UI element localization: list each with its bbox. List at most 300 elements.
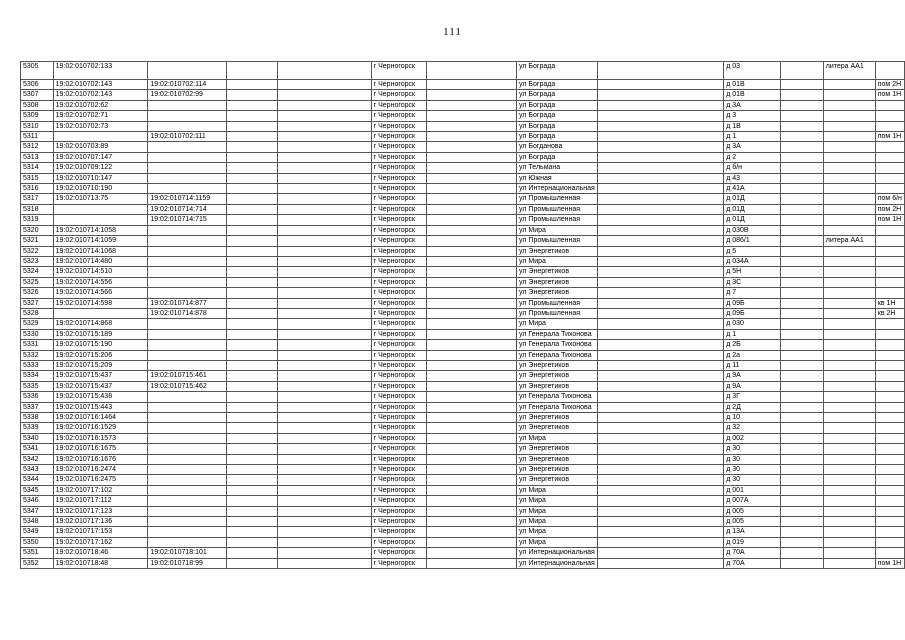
- cell-room-cadastral-number: [148, 225, 226, 235]
- cell-city: г Черногорск: [371, 423, 426, 433]
- cell-row-number: 5343: [21, 465, 54, 475]
- cell-building-letter: [823, 527, 875, 537]
- cell-building-letter: [823, 444, 875, 454]
- cell-room-cadastral-number: 19:02:010702:114: [148, 80, 226, 90]
- cell-house-number: д 2: [724, 152, 781, 162]
- cell-apartment-number: [875, 402, 904, 412]
- cell-blank-col-e: [781, 423, 824, 433]
- cell-apartment-number: кв 2Н: [875, 308, 904, 318]
- cell-house-number: д 001: [724, 485, 781, 495]
- cell-cadastral-number: 19:02:010716:1676: [53, 454, 148, 464]
- cell-building-letter: [823, 215, 875, 225]
- cell-city: г Черногорск: [371, 80, 426, 90]
- table-row: [21, 517, 905, 527]
- cell-apartment-number: [875, 236, 904, 246]
- cell-city: г Черногорск: [371, 225, 426, 235]
- cell-apartment-number: [875, 465, 904, 475]
- cell-house-number: д 030: [724, 319, 781, 329]
- cell-blank-col-e: [781, 173, 824, 183]
- cell-city: г Черногорск: [371, 204, 426, 214]
- table-row: [21, 402, 905, 412]
- cell-apartment-number: [875, 267, 904, 277]
- cell-cadastral-number: 19:02:010717:136: [53, 517, 148, 527]
- cell-blank-col-a: [226, 444, 277, 454]
- cell-building-letter: [823, 413, 875, 423]
- registry-body: [21, 62, 905, 569]
- cell-cadastral-number: 19:02:010710:147: [53, 173, 148, 183]
- cell-blank-col-c: [426, 90, 516, 100]
- cell-blank-col-b: [277, 277, 371, 287]
- table-row: [21, 90, 905, 100]
- table-row: [21, 288, 905, 298]
- table-row: [21, 62, 905, 80]
- cell-building-letter: [823, 173, 875, 183]
- cell-building-letter: [823, 111, 875, 121]
- cell-cadastral-number: 19:02:010713:75: [53, 194, 148, 204]
- cell-blank-col-e: [781, 527, 824, 537]
- cell-blank-col-d: [597, 496, 723, 506]
- cell-blank-col-a: [226, 267, 277, 277]
- cell-street: ул Мира: [517, 319, 598, 329]
- cell-cadastral-number: 19:02:010715:443: [53, 402, 148, 412]
- cell-cadastral-number: 19:02:010717:123: [53, 506, 148, 516]
- cell-blank-col-e: [781, 90, 824, 100]
- cell-room-cadastral-number: [148, 184, 226, 194]
- cell-city: г Черногорск: [371, 371, 426, 381]
- cell-city: г Черногорск: [371, 392, 426, 402]
- cell-blank-col-b: [277, 506, 371, 516]
- cell-blank-col-d: [597, 173, 723, 183]
- cell-blank-col-c: [426, 163, 516, 173]
- cell-blank-col-e: [781, 246, 824, 256]
- cell-blank-col-e: [781, 267, 824, 277]
- cell-house-number: д 9А: [724, 371, 781, 381]
- cell-row-number: 5326: [21, 288, 54, 298]
- cell-blank-col-b: [277, 360, 371, 370]
- cell-city: г Черногорск: [371, 350, 426, 360]
- cell-blank-col-c: [426, 475, 516, 485]
- cell-city: г Черногорск: [371, 111, 426, 121]
- cell-cadastral-number: 19:02:010715:206: [53, 350, 148, 360]
- cell-blank-col-a: [226, 90, 277, 100]
- cell-blank-col-d: [597, 152, 723, 162]
- cell-blank-col-d: [597, 506, 723, 516]
- cell-room-cadastral-number: [148, 62, 226, 80]
- cell-cadastral-number: 19:02:010716:1529: [53, 423, 148, 433]
- cell-blank-col-c: [426, 277, 516, 287]
- cell-apartment-number: [875, 163, 904, 173]
- cell-cadastral-number: 19:02:010716:1464: [53, 413, 148, 423]
- cell-city: г Черногорск: [371, 246, 426, 256]
- cell-blank-col-e: [781, 329, 824, 339]
- cell-cadastral-number: [53, 215, 148, 225]
- cell-blank-col-a: [226, 485, 277, 495]
- cell-building-letter: [823, 288, 875, 298]
- cell-blank-col-c: [426, 152, 516, 162]
- cell-cadastral-number: 19:02:010714:1068: [53, 246, 148, 256]
- cell-blank-col-c: [426, 465, 516, 475]
- cell-room-cadastral-number: [148, 360, 226, 370]
- cell-blank-col-e: [781, 444, 824, 454]
- table-row: [21, 444, 905, 454]
- cell-blank-col-b: [277, 132, 371, 142]
- cell-building-letter: [823, 465, 875, 475]
- table-row: [21, 465, 905, 475]
- cell-row-number: 5350: [21, 537, 54, 547]
- cell-blank-col-e: [781, 381, 824, 391]
- cell-city: г Черногорск: [371, 132, 426, 142]
- cell-city: г Черногорск: [371, 444, 426, 454]
- cell-city: г Черногорск: [371, 236, 426, 246]
- cell-cadastral-number: 19:02:010716:2475: [53, 475, 148, 485]
- cell-blank-col-e: [781, 225, 824, 235]
- cell-blank-col-d: [597, 433, 723, 443]
- cell-blank-col-b: [277, 121, 371, 131]
- cell-blank-col-e: [781, 319, 824, 329]
- table-row: [21, 256, 905, 266]
- cell-blank-col-e: [781, 204, 824, 214]
- cell-street: ул Бограда: [517, 90, 598, 100]
- cell-blank-col-a: [226, 111, 277, 121]
- cell-blank-col-b: [277, 80, 371, 90]
- cell-row-number: 5324: [21, 267, 54, 277]
- cell-blank-col-d: [597, 371, 723, 381]
- cell-blank-col-e: [781, 256, 824, 266]
- table-row: [21, 433, 905, 443]
- cell-blank-col-a: [226, 256, 277, 266]
- cell-apartment-number: [875, 329, 904, 339]
- cell-blank-col-b: [277, 413, 371, 423]
- cell-room-cadastral-number: 19:02:010715:461: [148, 371, 226, 381]
- cell-blank-col-e: [781, 558, 824, 568]
- cell-building-letter: [823, 152, 875, 162]
- cell-blank-col-c: [426, 173, 516, 183]
- cell-street: ул Интернациональная: [517, 548, 598, 558]
- table-row: [21, 184, 905, 194]
- cell-street: ул Энергетиков: [517, 444, 598, 454]
- cell-blank-col-d: [597, 548, 723, 558]
- cell-building-letter: [823, 423, 875, 433]
- cell-city: г Черногорск: [371, 340, 426, 350]
- cell-row-number: 5317: [21, 194, 54, 204]
- cell-house-number: д 30: [724, 444, 781, 454]
- cell-cadastral-number: 19:02:010702:62: [53, 100, 148, 110]
- cell-blank-col-b: [277, 62, 371, 80]
- cell-street: ул Южная: [517, 173, 598, 183]
- cell-blank-col-b: [277, 558, 371, 568]
- cell-row-number: 5316: [21, 184, 54, 194]
- cell-street: ул Богданова: [517, 142, 598, 152]
- cell-street: ул Генерала Тихонова: [517, 329, 598, 339]
- cell-house-number: д б/н: [724, 163, 781, 173]
- cell-blank-col-a: [226, 204, 277, 214]
- cell-blank-col-c: [426, 194, 516, 204]
- cell-room-cadastral-number: [148, 527, 226, 537]
- cell-blank-col-e: [781, 298, 824, 308]
- cell-row-number: 5337: [21, 402, 54, 412]
- cell-building-letter: [823, 142, 875, 152]
- cell-room-cadastral-number: [148, 340, 226, 350]
- cell-room-cadastral-number: 19:02:010702:111: [148, 132, 226, 142]
- cell-city: г Черногорск: [371, 548, 426, 558]
- cell-city: г Черногорск: [371, 100, 426, 110]
- cell-street: ул Интернациональная: [517, 558, 598, 568]
- cell-apartment-number: пом 1Н: [875, 558, 904, 568]
- cell-blank-col-a: [226, 517, 277, 527]
- cell-house-number: д 030В: [724, 225, 781, 235]
- cell-room-cadastral-number: 19:02:010702:99: [148, 90, 226, 100]
- cell-row-number: 5308: [21, 100, 54, 110]
- cell-blank-col-e: [781, 132, 824, 142]
- cell-blank-col-b: [277, 173, 371, 183]
- cell-blank-col-a: [226, 329, 277, 339]
- cell-city: г Черногорск: [371, 558, 426, 568]
- table-row: [21, 80, 905, 90]
- cell-city: г Черногорск: [371, 194, 426, 204]
- cell-blank-col-d: [597, 340, 723, 350]
- cell-street: ул Энергетиков: [517, 423, 598, 433]
- cell-room-cadastral-number: [148, 517, 226, 527]
- cell-street: ул Энергетиков: [517, 381, 598, 391]
- cell-row-number: 5314: [21, 163, 54, 173]
- cell-row-number: 5320: [21, 225, 54, 235]
- cell-blank-col-b: [277, 371, 371, 381]
- cell-city: г Черногорск: [371, 329, 426, 339]
- cell-blank-col-b: [277, 246, 371, 256]
- table-row: [21, 173, 905, 183]
- cell-house-number: д 01В: [724, 90, 781, 100]
- cell-room-cadastral-number: [148, 288, 226, 298]
- cell-house-number: д 30: [724, 454, 781, 464]
- cell-blank-col-b: [277, 142, 371, 152]
- cell-apartment-number: [875, 485, 904, 495]
- cell-building-letter: литера АА1: [823, 236, 875, 246]
- table-row: [21, 121, 905, 131]
- cell-street: ул Мира: [517, 433, 598, 443]
- cell-row-number: 5351: [21, 548, 54, 558]
- cell-building-letter: [823, 80, 875, 90]
- cell-room-cadastral-number: 19:02:010714:714: [148, 204, 226, 214]
- cell-row-number: 5310: [21, 121, 54, 131]
- cell-room-cadastral-number: [148, 329, 226, 339]
- cell-cadastral-number: 19:02:010714:598: [53, 298, 148, 308]
- cell-room-cadastral-number: [148, 267, 226, 277]
- cell-blank-col-e: [781, 517, 824, 527]
- table-row: [21, 506, 905, 516]
- cell-blank-col-b: [277, 319, 371, 329]
- cell-apartment-number: [875, 350, 904, 360]
- cell-row-number: 5345: [21, 485, 54, 495]
- cell-apartment-number: [875, 184, 904, 194]
- cell-blank-col-e: [781, 308, 824, 318]
- cell-room-cadastral-number: [148, 465, 226, 475]
- cell-house-number: д 2Б: [724, 340, 781, 350]
- cell-building-letter: [823, 485, 875, 495]
- cell-house-number: д 002: [724, 433, 781, 443]
- cell-blank-col-d: [597, 298, 723, 308]
- cell-street: ул Энергетиков: [517, 475, 598, 485]
- cell-blank-col-b: [277, 111, 371, 121]
- cell-blank-col-b: [277, 329, 371, 339]
- cell-blank-col-d: [597, 465, 723, 475]
- cell-blank-col-a: [226, 475, 277, 485]
- cell-blank-col-a: [226, 246, 277, 256]
- cell-blank-col-a: [226, 548, 277, 558]
- cell-room-cadastral-number: [148, 277, 226, 287]
- table-row: [21, 194, 905, 204]
- cell-apartment-number: пом 1Н: [875, 215, 904, 225]
- cell-cadastral-number: [53, 204, 148, 214]
- table-row: [21, 454, 905, 464]
- cell-building-letter: [823, 506, 875, 516]
- cell-apartment-number: [875, 142, 904, 152]
- cell-room-cadastral-number: [148, 256, 226, 266]
- cell-blank-col-b: [277, 225, 371, 235]
- cell-blank-col-b: [277, 381, 371, 391]
- cell-house-number: д 11: [724, 360, 781, 370]
- cell-street: ул Генерала Тихонова: [517, 340, 598, 350]
- cell-cadastral-number: 19:02:010714:480: [53, 256, 148, 266]
- cell-cadastral-number: 19:02:010710:190: [53, 184, 148, 194]
- cell-blank-col-e: [781, 277, 824, 287]
- cell-row-number: 5340: [21, 433, 54, 443]
- cell-building-letter: [823, 277, 875, 287]
- cell-blank-col-a: [226, 371, 277, 381]
- cell-street: ул Мира: [517, 517, 598, 527]
- cell-apartment-number: [875, 548, 904, 558]
- cell-blank-col-b: [277, 517, 371, 527]
- cell-room-cadastral-number: [148, 433, 226, 443]
- cell-row-number: 5327: [21, 298, 54, 308]
- cell-blank-col-c: [426, 506, 516, 516]
- cell-blank-col-d: [597, 558, 723, 568]
- cell-blank-col-c: [426, 308, 516, 318]
- cell-blank-col-a: [226, 423, 277, 433]
- cell-blank-col-b: [277, 194, 371, 204]
- cell-blank-col-e: [781, 433, 824, 443]
- cell-blank-col-d: [597, 288, 723, 298]
- cell-apartment-number: пом 6/н: [875, 194, 904, 204]
- cell-street: ул Бограда: [517, 80, 598, 90]
- cell-room-cadastral-number: [148, 485, 226, 495]
- cell-blank-col-d: [597, 100, 723, 110]
- cell-blank-col-e: [781, 152, 824, 162]
- cell-house-number: д 086/1: [724, 236, 781, 246]
- cell-row-number: 5306: [21, 80, 54, 90]
- cell-blank-col-e: [781, 506, 824, 516]
- cell-house-number: д 01В: [724, 80, 781, 90]
- cell-cadastral-number: [53, 308, 148, 318]
- cell-blank-col-d: [597, 402, 723, 412]
- cell-apartment-number: пом 2Н: [875, 80, 904, 90]
- cell-blank-col-d: [597, 392, 723, 402]
- cell-blank-col-b: [277, 465, 371, 475]
- cell-cadastral-number: 19:02:010716:1573: [53, 433, 148, 443]
- cell-building-letter: [823, 194, 875, 204]
- table-row: [21, 132, 905, 142]
- cell-blank-col-c: [426, 548, 516, 558]
- cell-row-number: 5311: [21, 132, 54, 142]
- cell-blank-col-a: [226, 163, 277, 173]
- cell-city: г Черногорск: [371, 527, 426, 537]
- cell-street: ул Промышленная: [517, 194, 598, 204]
- page-number: 111: [443, 26, 462, 38]
- cell-room-cadastral-number: 19:02:010718:99: [148, 558, 226, 568]
- cell-blank-col-c: [426, 132, 516, 142]
- table-row: [21, 100, 905, 110]
- cell-building-letter: [823, 267, 875, 277]
- cell-house-number: д 10: [724, 413, 781, 423]
- cell-blank-col-b: [277, 444, 371, 454]
- table-row: [21, 298, 905, 308]
- cell-blank-col-c: [426, 319, 516, 329]
- cell-blank-col-e: [781, 80, 824, 90]
- cell-blank-col-e: [781, 537, 824, 547]
- cell-room-cadastral-number: [148, 350, 226, 360]
- cell-room-cadastral-number: [148, 142, 226, 152]
- cell-city: г Черногорск: [371, 537, 426, 547]
- cell-street: ул Энергетиков: [517, 465, 598, 475]
- cell-blank-col-b: [277, 204, 371, 214]
- table-row: [21, 392, 905, 402]
- cell-blank-col-d: [597, 80, 723, 90]
- cell-row-number: 5312: [21, 142, 54, 152]
- cell-room-cadastral-number: [148, 152, 226, 162]
- cell-blank-col-b: [277, 215, 371, 225]
- cell-house-number: д 2Д: [724, 402, 781, 412]
- cell-blank-col-d: [597, 111, 723, 121]
- cell-room-cadastral-number: 19:02:010714:877: [148, 298, 226, 308]
- table-row: [21, 329, 905, 339]
- cell-room-cadastral-number: [148, 392, 226, 402]
- cell-blank-col-e: [781, 236, 824, 246]
- cell-street: ул Энергетиков: [517, 371, 598, 381]
- cell-blank-col-d: [597, 142, 723, 152]
- cell-blank-col-c: [426, 423, 516, 433]
- cell-blank-col-d: [597, 225, 723, 235]
- cell-blank-col-a: [226, 465, 277, 475]
- cell-room-cadastral-number: [148, 121, 226, 131]
- cell-blank-col-d: [597, 132, 723, 142]
- cell-city: г Черногорск: [371, 267, 426, 277]
- cell-blank-col-a: [226, 413, 277, 423]
- cell-blank-col-d: [597, 184, 723, 194]
- cell-blank-col-c: [426, 340, 516, 350]
- cell-row-number: 5318: [21, 204, 54, 214]
- cell-blank-col-e: [781, 288, 824, 298]
- cell-apartment-number: [875, 506, 904, 516]
- cell-cadastral-number: 19:02:010707:147: [53, 152, 148, 162]
- cell-apartment-number: [875, 381, 904, 391]
- cell-blank-col-c: [426, 537, 516, 547]
- table-row: [21, 496, 905, 506]
- cell-apartment-number: [875, 433, 904, 443]
- cell-apartment-number: пом 1Н: [875, 90, 904, 100]
- cell-blank-col-c: [426, 496, 516, 506]
- cell-blank-col-c: [426, 444, 516, 454]
- cell-apartment-number: пом 1Н: [875, 132, 904, 142]
- cell-building-letter: [823, 246, 875, 256]
- cell-row-number: 5341: [21, 444, 54, 454]
- cell-row-number: 5315: [21, 173, 54, 183]
- cell-room-cadastral-number: [148, 475, 226, 485]
- cell-cadastral-number: 19:02:010718:48: [53, 558, 148, 568]
- cell-house-number: д 30: [724, 465, 781, 475]
- cell-row-number: 5325: [21, 277, 54, 287]
- cell-building-letter: [823, 381, 875, 391]
- cell-blank-col-d: [597, 329, 723, 339]
- cell-street: ул Энергетиков: [517, 288, 598, 298]
